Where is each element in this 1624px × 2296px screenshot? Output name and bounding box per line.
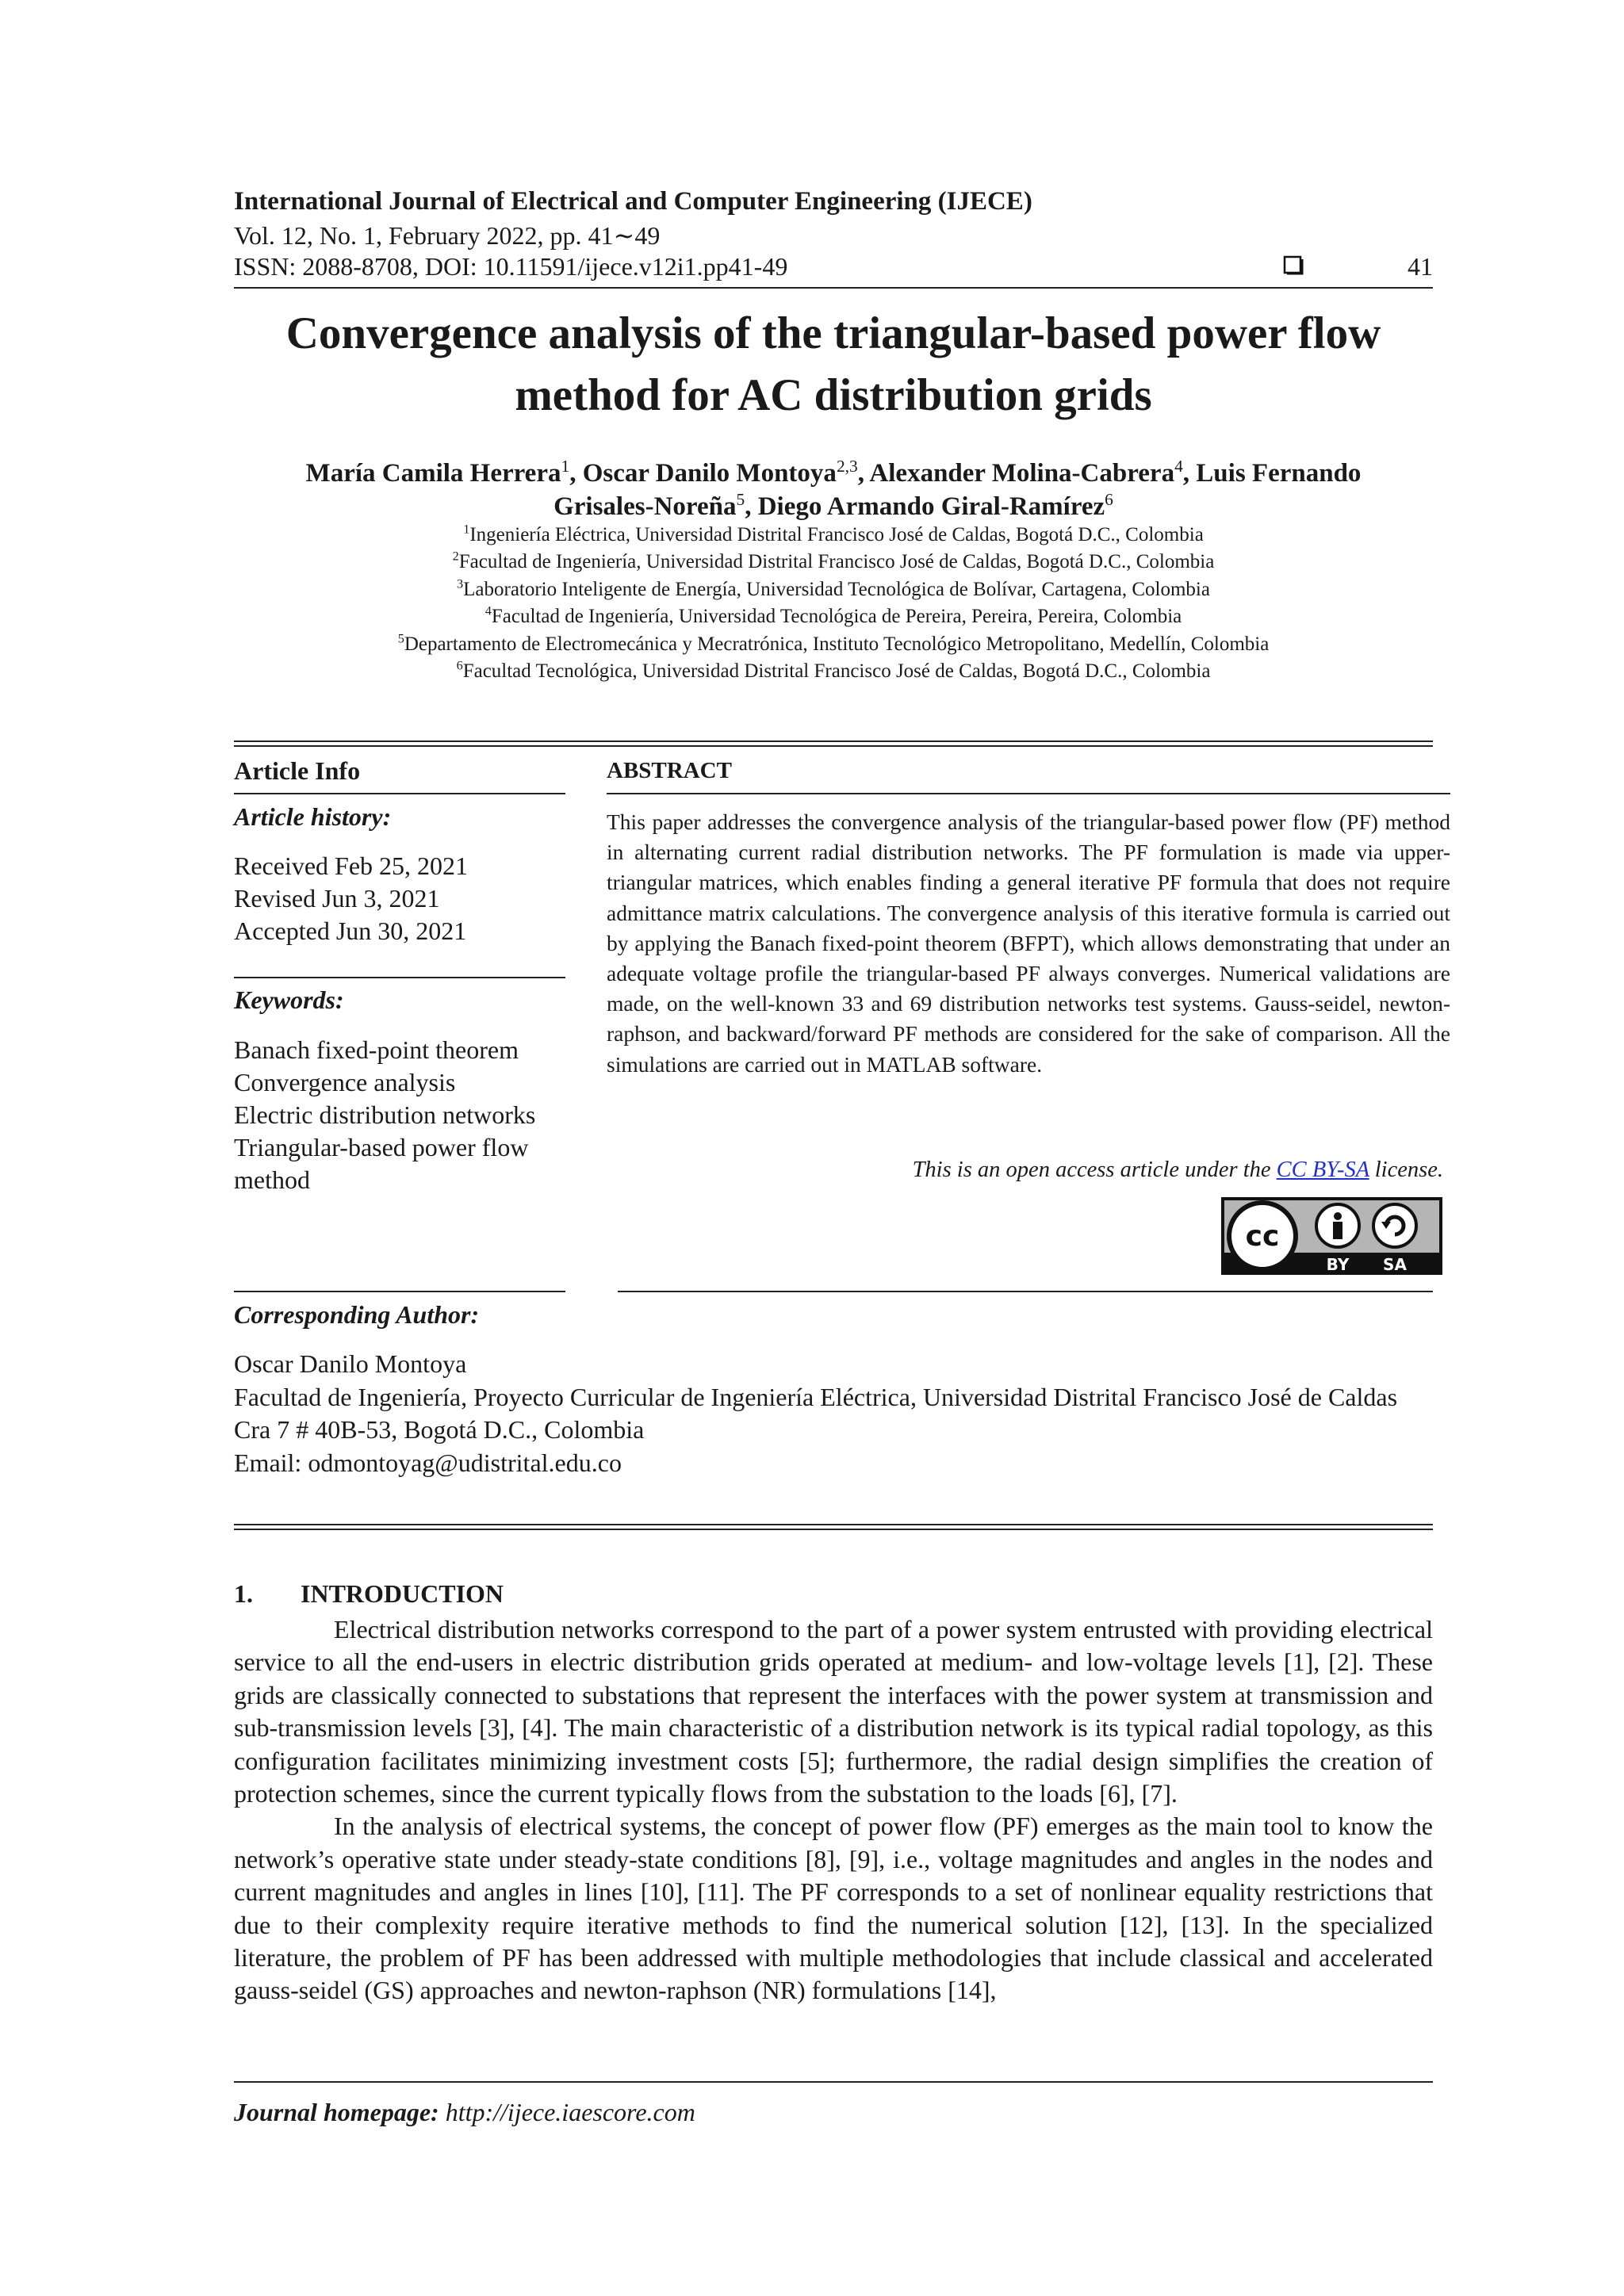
author-line-2 <box>234 490 1433 523</box>
author-name: Grisales-Noreña <box>553 492 737 521</box>
journal-homepage <box>234 2098 695 2127</box>
keywords-heading: Keywords: <box>234 985 344 1014</box>
author-name: María Camila Herrera <box>305 459 561 488</box>
affiliation-item <box>234 576 1433 603</box>
author-affil-mark: 2,3 <box>836 457 858 476</box>
history-accepted: Accepted Jun 30, 2021 <box>234 916 467 945</box>
cc-text: cc <box>1245 1220 1280 1253</box>
double-rule-bottom <box>234 745 1433 747</box>
double-rule-top <box>234 740 1433 742</box>
article-history-heading: Article history: <box>234 802 392 831</box>
affiliation-item <box>234 549 1433 576</box>
affiliation-item <box>234 603 1433 630</box>
corresponding-address: Cra 7 # 40B-53, Bogotá D.C., Colombia <box>234 1415 645 1444</box>
cc-by-sa-badge[interactable] <box>1221 1197 1442 1275</box>
badge-by-label: BY <box>1326 1255 1350 1274</box>
affiliation-text: Ingeniería Eléctrica, Universidad Distrital Francisco José de Caldas, Bogotá D.C., Colombia <box>469 524 1204 545</box>
double-rule-bottom <box>234 1529 1433 1530</box>
homepage-url[interactable]: http://ijece.iaescore.com <box>445 2098 695 2126</box>
volume-line: Vol. 12, No. 1, February 2022, pp. 41∼49 <box>234 221 661 250</box>
affiliation-text: Facultad de Ingeniería, Universidad Tecnológica de Pereira, Pereira, Pereira, Colombia <box>491 606 1182 628</box>
affiliation-number: 4 <box>485 603 492 618</box>
author-separator: , Luis Fernando <box>1182 459 1362 488</box>
affiliation-text: Facultad Tecnológica, Universidad Distrital Francisco José de Caldas, Bogotá D.C., Colombia <box>462 660 1211 682</box>
homepage-label: Journal homepage: <box>234 2098 439 2126</box>
license-statement <box>607 1158 1443 1183</box>
corresponding-rule-left <box>234 1291 565 1292</box>
page-number: 41 <box>1408 252 1433 281</box>
share-alike-icon <box>1373 1204 1416 1247</box>
affiliation-number: 3 <box>457 576 464 591</box>
author-affil-mark: 1 <box>561 457 570 476</box>
section-heading-introduction <box>234 1579 504 1609</box>
author-name: Alexander Molina-Cabrera <box>869 459 1175 488</box>
keywords-list <box>234 1034 567 1196</box>
history-revised: Revised Jun 3, 2021 <box>234 884 440 913</box>
author-line-1 <box>234 457 1433 490</box>
header-rule <box>234 287 1433 289</box>
article-history-list <box>234 850 468 947</box>
intro-paragraph: Electrical distribution networks correspond to the part of a power system entrusted with providing electrical service to all the end-users in electric distribution grids operated at medium- and low-voltage levels [1], [2]. These grids are classically connected to substations that represent the interfaces with the power system at transmission and sub-transmission levels [3], [4]. The main characteristic of a distribution network is its typical radial topology, as this configuration facilitates minimizing investment costs [5]; furthermore, the radial design simplifies the creation of protection schemes, since the current typically flows from the substation to the loads [6], [7]. <box>234 1615 1433 1808</box>
affiliation-item <box>234 522 1433 549</box>
article-info-rule <box>234 793 565 794</box>
abstract-heading: ABSTRACT <box>607 758 732 783</box>
author-separator: , <box>745 492 758 521</box>
keywords-rule <box>234 977 565 978</box>
affiliation-number: 5 <box>397 631 404 646</box>
affiliation-number: 1 <box>463 522 470 537</box>
journal-name: International Journal of Electrical and Computer Engineering (IJECE) <box>234 187 1032 216</box>
history-received: Received Feb 25, 2021 <box>234 851 469 880</box>
square-box-icon <box>1283 255 1304 276</box>
affiliation-list <box>234 522 1433 685</box>
affiliation-number: 2 <box>452 549 459 564</box>
cc-by-sa-link[interactable]: CC BY-SA <box>1276 1158 1369 1182</box>
keyword-item: Triangular-based power flow method <box>234 1133 529 1194</box>
introduction-body <box>234 1613 1433 2007</box>
intro-paragraph: In the analysis of electrical systems, the concept of power flow (PF) emerges as the main tool to know the network’s operative state under steady-state conditions [8], [9], i.e., voltage magnitudes and angles in the nodes and current magnitudes and angles in lines [10], [11]. The PF corresponds to a set of nonlinear equality restrictions that due to their complexity require iterative methods to find the numerical solution [12], [13]. In the specialized literature, the problem of PF has been addressed with multiple methodologies that include classical and accelerated gauss-seidel (GS) approaches and newton-raphson (NR) formulations [14], <box>234 1812 1433 2005</box>
affiliation-text: Facultad de Ingeniería, Universidad Distrital Francisco José de Caldas, Bogotá D.C., Colombia <box>458 551 1215 573</box>
author-name: Oscar Danilo Montoya <box>582 459 837 488</box>
keyword-item: Banach fixed-point theorem <box>234 1035 519 1064</box>
author-list <box>234 457 1433 523</box>
license-suffix: license. <box>1369 1158 1443 1182</box>
corresponding-author-details <box>234 1348 1433 1479</box>
paper-title <box>234 303 1433 427</box>
affiliation-item <box>234 631 1433 658</box>
issn-doi-line: ISSN: 2088-8708, DOI: 10.11591/ijece.v12i1.pp41-49 <box>234 252 788 281</box>
section-number: 1. <box>234 1579 253 1608</box>
footer-rule <box>234 2081 1433 2083</box>
license-prefix: This is an open access article under the <box>912 1158 1277 1182</box>
author-affil-mark: 4 <box>1174 457 1183 476</box>
corresponding-email: Email: odmontoyag@udistrital.edu.co <box>234 1448 622 1477</box>
author-separator: , <box>857 459 870 488</box>
affiliation-text: Laboratorio Inteligente de Energía, Universidad Tecnológica de Bolívar, Cartagena, Colombia <box>463 578 1210 600</box>
affiliation-item <box>234 658 1433 685</box>
author-name: Diego Armando Giral-Ramírez <box>757 492 1105 521</box>
abstract-text: This paper addresses the convergence analysis of the triangular-based power flow (PF) method in alternating current radial distribution networks. The PF formulation is made via upper-triangular matrices, which enables finding a general iterative PF formula that does not require admittance matrix calculations. The convergence analysis of this iterative formula is carried out by applying the Banach fixed-point theorem (BFPT), which allows demonstrating that under an adequate voltage profile the triangular-based PF always converges. Numerical validations are made, on the well-known 33 and 69 distribution networks test systems. Gauss-seidel, newton-raphson, and backward/forward PF methods are considered for the sake of comparison. All the simulations are carried out in MATLAB software. <box>607 809 1450 1077</box>
section-title: INTRODUCTION <box>301 1579 504 1608</box>
corresponding-affiliation: Facultad de Ingeniería, Proyecto Curricular de Ingeniería Eléctrica, Universidad Distrital Francisco José de Caldas <box>234 1382 1398 1411</box>
author-affil-mark: 6 <box>1105 490 1113 509</box>
abstract-rule <box>607 793 1450 794</box>
article-info-heading: Article Info <box>234 756 361 785</box>
author-affil-mark: 5 <box>736 490 745 509</box>
keyword-item: Electric distribution networks <box>234 1100 536 1129</box>
author-separator: , <box>569 459 583 488</box>
title-line-1: Convergence analysis of the triangular-based power flow <box>285 308 1381 358</box>
corresponding-name: Oscar Danilo Montoya <box>234 1349 467 1378</box>
title-line-2: method for AC distribution grids <box>515 370 1152 420</box>
corresponding-rule-right <box>618 1291 1433 1292</box>
affiliation-number: 6 <box>456 658 463 673</box>
double-rule-top <box>234 1524 1433 1525</box>
affiliation-text: Departamento de Electromecánica y Mecratrónica, Instituto Tecnológico Metropolitano, Medellín, Colombia <box>404 633 1270 655</box>
corresponding-author-heading: Corresponding Author: <box>234 1300 480 1329</box>
badge-sa-label: SA <box>1383 1255 1407 1274</box>
keyword-item: Convergence analysis <box>234 1068 456 1096</box>
